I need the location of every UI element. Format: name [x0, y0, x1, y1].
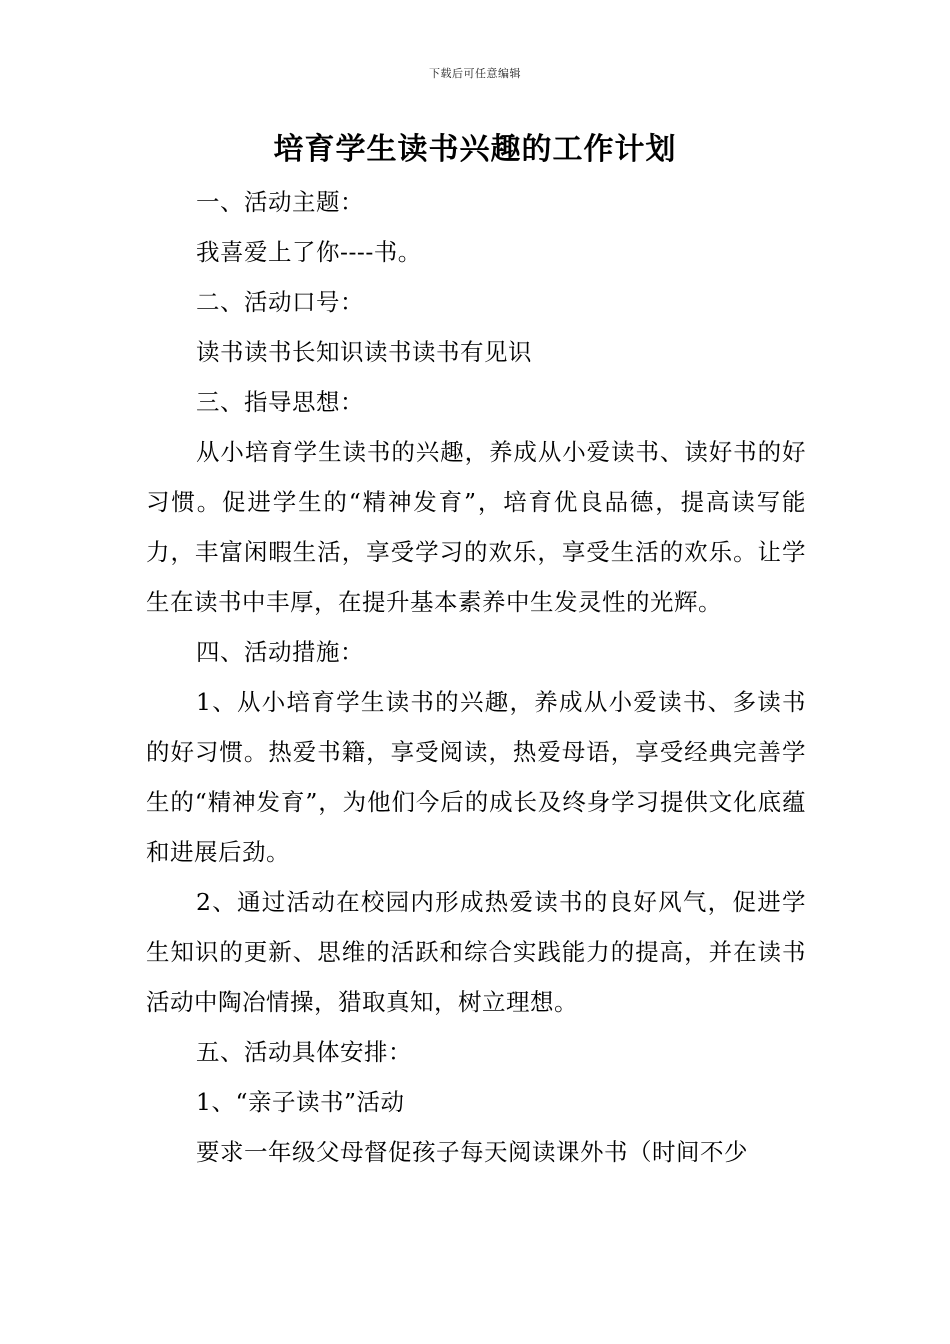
guiding-idea-paragraph: 从小培育学生读书的兴趣，养成从小爱读书、读好书的好习惯。促进学生的“精神发育”，培育优良品德，提高读写能力，丰富闲暇生活，享受学习的欢乐，享受生活的欢乐。让学生在读书中丰厚，在提升基本素养中生发灵性的光辉。 [146, 438, 806, 616]
slogan-text: 读书读书长知识读书读书有见识 [196, 338, 532, 366]
document-title: 培育学生读书兴趣的工作计划 [273, 132, 677, 167]
section-heading-arrangement: 五、活动具体安排： [196, 1038, 412, 1066]
measure-1-paragraph: 1、从小培育学生读书的兴趣，养成从小爱读书、多读书的好习惯。热爱书籍，享受阅读，热爱母语，享受经典完善学生的“精神发育”，为他们今后的成长及终身学习提供文化底蕴和进展后劲。 [146, 688, 806, 866]
measure-2-paragraph: 2、通过活动在校园内形成热爱读书的良好风气，促进学生知识的更新、思维的活跃和综合实践能力的提高，并在读书活动中陶冶情操，猎取真知，树立理想。 [146, 888, 806, 1016]
header-note: 下载后可任意编辑 [429, 67, 521, 80]
section-heading-theme: 一、活动主题： [196, 188, 364, 216]
section-heading-measures: 四、活动措施： [196, 638, 364, 666]
arrangement-1-heading: 1、“亲子读书”活动 [196, 1088, 405, 1116]
arrangement-1-paragraph: 要求一年级父母督促孩子每天阅读课外书（时间不少 [196, 1138, 748, 1166]
section-heading-guiding-idea: 三、指导思想： [196, 388, 364, 416]
document-body [146, 177, 806, 1177]
theme-text: 我喜爱上了你----书。 [196, 238, 422, 266]
section-heading-slogan: 二、活动口号： [196, 288, 364, 316]
